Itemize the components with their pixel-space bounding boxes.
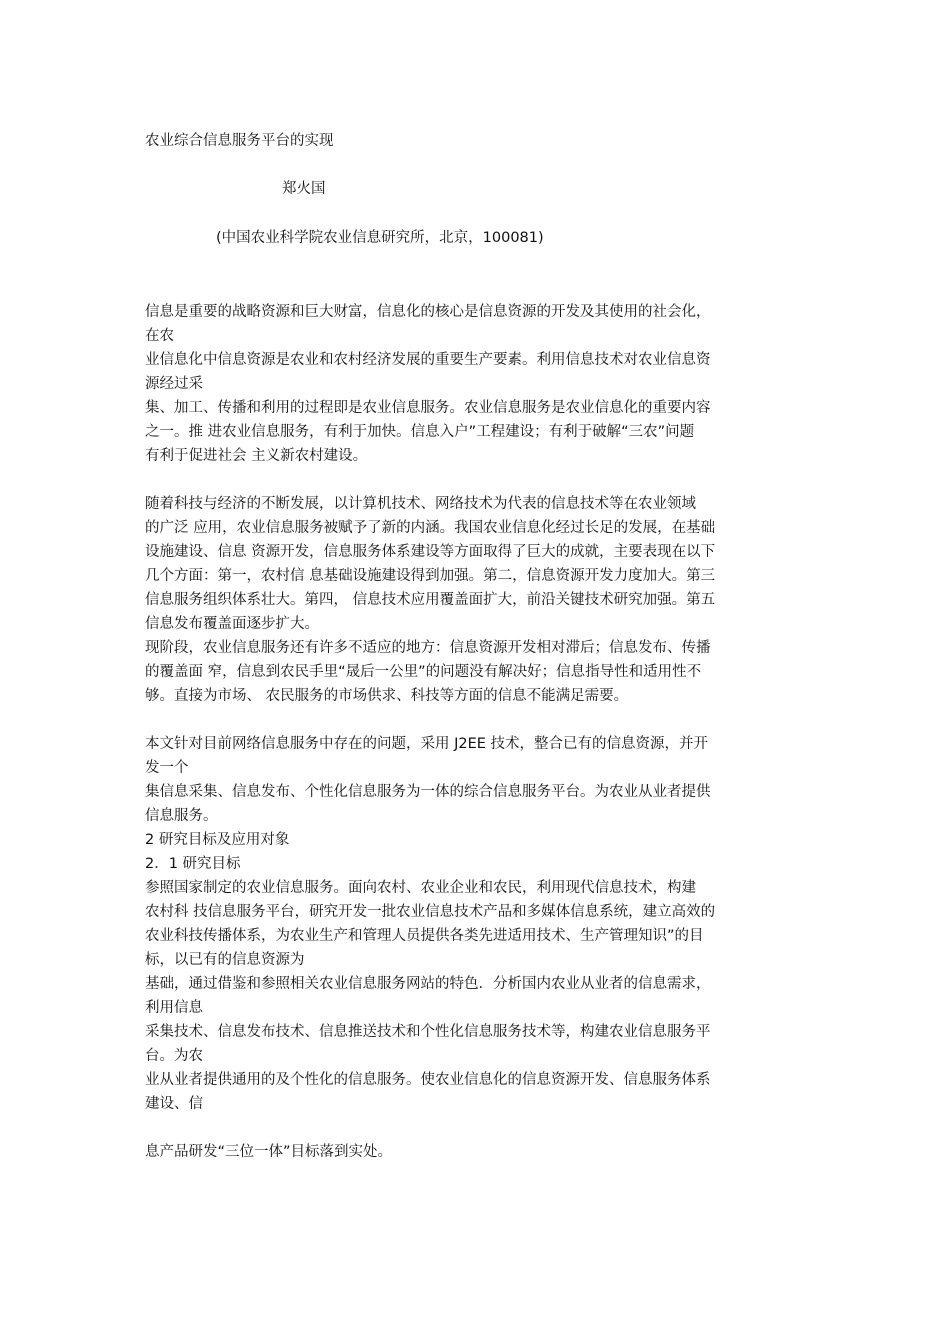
paragraph-line: 建设、信	[145, 1096, 203, 1112]
paragraph-line: 设施建设、信息 资源开发，信息服务体系建设等方面取得了巨大的成就，主要表现在以下	[145, 544, 716, 560]
paragraph-line: 业信息化中信息资源是农业和农村经济发展的重要生产要素。利用信息技术对农业信息资	[145, 352, 711, 368]
paragraph-line: 采集技术、信息发布技术、信息推送技术和个性化信息服务技术等，构建农业信息服务平	[145, 1024, 711, 1040]
paragraph-line: 参照国家制定的农业信息服务。面向农村、农业企业和农民，利用现代信息技术，构建	[145, 880, 696, 896]
paragraph-line: 源经过采	[145, 376, 203, 392]
paragraph-line: 够。直接为市场、 农民服务的市场供求、科技等方面的信息不能满足需要。	[145, 688, 629, 704]
body-text	[145, 300, 810, 1164]
blank-line	[145, 708, 810, 732]
paragraph-line: 息产品研发“三位一体”目标落到实处。	[145, 1144, 393, 1160]
author-name: 郑火国	[282, 181, 326, 197]
paragraph-line: 农业科技传播体系，为农业生产和管理人员提供各类先进适用技术、生产管理知识”的目	[145, 928, 704, 944]
blank-line	[145, 468, 810, 492]
paragraph-line: 信息服务。	[145, 808, 218, 824]
blank-line	[145, 1116, 810, 1140]
paragraph-line: 发一个	[145, 760, 189, 776]
paragraph-line: 基础，通过借鉴和参照相关农业信息服务网站的特色．分析国内农业从业者的信息需求，	[145, 976, 711, 992]
paragraph-line: 信息发布覆盖面逐步扩大。	[145, 616, 319, 632]
paragraph-line: 标，以已有的信息资源为	[145, 952, 305, 968]
paragraph-line: 在农	[145, 328, 174, 344]
paragraph-line: 有利于促进社会 主义新农村建设。	[145, 448, 368, 464]
paragraph-line: 利用信息	[145, 1000, 203, 1016]
paragraph-line: 本文针对目前网络信息服务中存在的问题，采用 J2EE 技术，整合已有的信息资源，并开	[145, 736, 709, 752]
section-heading: 2 研究目标及应用对象	[145, 832, 290, 848]
paragraph-line: 几个方面：第一，农村信 息基础设施建设得到加强。第二，信息资源开发力度加大。第三	[145, 568, 716, 584]
paragraph-line: 集信息采集、信息发布、个性化信息服务为一体的综合信息服务平台。为农业从业者提供	[145, 784, 711, 800]
subsection-heading: 2．1 研究目标	[145, 856, 241, 872]
document-title: 农业综合信息服务平台的实现	[145, 133, 334, 149]
paragraph-line: 集、加工、传播和利用的过程即是农业信息服务。农业信息服务是农业信息化的重要内容	[145, 400, 711, 416]
paragraph-line: 台。为农	[145, 1048, 203, 1064]
paragraph-line: 现阶段，农业信息服务还有许多不适应的地方：信息资源开发相对滞后；信息发布、传播	[145, 640, 711, 656]
author-affiliation: (中国农业科学院农业信息研究所，北京，100081)	[216, 230, 544, 246]
paragraph-line: 农村科 技信息服务平台，研究开发一批农业信息技术产品和多媒体信息系统，建立高效的	[145, 904, 716, 920]
paragraph-line: 的覆盖面 窄，信息到农民手里“晟后一公里”的问题没有解决好；信息指导性和适用性不	[145, 664, 702, 680]
paragraph-line: 之一。推 进农业信息服务，有利于加快。信息入户”工程建设；有利于破解“三农”问题	[145, 424, 695, 440]
paragraph-line: 信息服务组织体系壮大。第四， 信息技术应用覆盖面扩大，前沿关键技术研究加强。第五	[145, 592, 716, 608]
paragraph-line: 业从业者提供通用的及个性化的信息服务。使农业信息化的信息资源开发、信息服务体系	[145, 1072, 711, 1088]
paragraph-line: 随着科技与经济的不断发展，以计算机技术、网络技术为代表的信息技术等在农业领域	[145, 496, 696, 512]
paragraph-line: 的广泛 应用，农业信息服务被赋予了新的内涵。我国农业信息化经过长足的发展，在基础	[145, 520, 716, 536]
paragraph-line: 信息是重要的战略资源和巨大财富，信息化的核心是信息资源的开发及其使用的社会化，	[145, 304, 711, 320]
